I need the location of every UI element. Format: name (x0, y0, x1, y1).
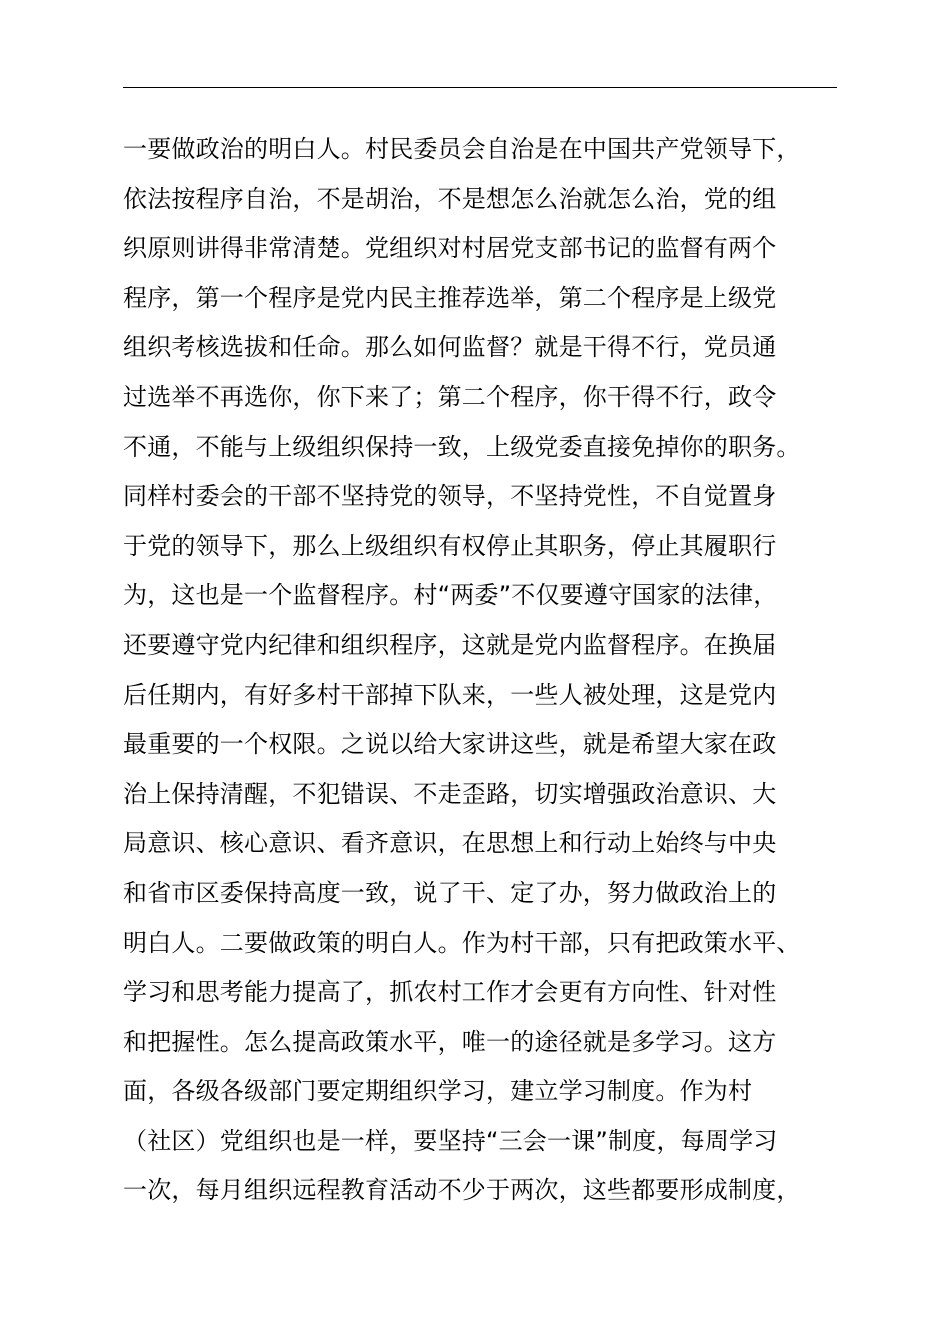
text-line: 治上保持清醒，不犯错误、不走歪路，切实增强政治意识、大 (123, 779, 777, 808)
text-line: 过选举不再选你，你下来了；第二个程序，你干得不行，政令 (123, 382, 777, 411)
text-line: 为，这也是一个监督程序。村“两委”不仅要遵守国家的法律， (123, 581, 778, 610)
text-line: 依法按程序自治，不是胡治，不是想怎么治就怎么治，党的组 (123, 184, 777, 213)
text-line: 同样村委会的干部不坚持党的领导，不坚持党性，不自觉置身 (123, 482, 777, 511)
text-line: 不通，不能与上级组织保持一致，上级党委直接免掉你的职务。 (123, 432, 801, 461)
header-rule (123, 87, 837, 88)
body-text (123, 125, 863, 1216)
text-line: 和省市区委保持高度一致，说了干、定了办，努力做政治上的 (123, 878, 777, 907)
text-line: 组织考核选拔和任命。那么如何监督？就是干得不行，党员通 (123, 333, 777, 362)
text-line: 明白人。二要做政策的明白人。作为村干部，只有把政策水平、 (123, 928, 801, 957)
text-line: 最重要的一个权限。之说以给大家讲这些，就是希望大家在政 (123, 730, 777, 759)
text-line: 学习和思考能力提高了，抓农村工作才会更有方向性、针对性 (123, 978, 777, 1007)
text-line: （社区）党组织也是一样，要坚持“三会一课”制度，每周学习 (123, 1126, 778, 1155)
text-line: 程序，第一个程序是党内民主推荐选举，第二个程序是上级党 (123, 283, 777, 312)
text-line: 后任期内，有好多村干部掉下队来，一些人被处理，这是党内 (123, 680, 777, 709)
text-line: 和把握性。怎么提高政策水平，唯一的途径就是多学习。这方 (123, 1027, 777, 1056)
text-line: 局意识、核心意识、看齐意识，在思想上和行动上始终与中央 (123, 829, 777, 858)
text-line: 一要做政治的明白人。村民委员会自治是在中国共产党领导下， (123, 135, 801, 163)
text-line: 织原则讲得非常清楚。党组织对村居党支部书记的监督有两个 (123, 234, 777, 263)
text-line: 于党的领导下，那么上级组织有权停止其职务，停止其履职行 (123, 531, 777, 560)
text-line: 一次，每月组织远程教育活动不少于两次，这些都要形成制度， (123, 1176, 801, 1205)
text-line: 还要遵守党内纪律和组织程序，这就是党内监督程序。在换届 (123, 630, 777, 659)
text-line: 面，各级各级部门要定期组织学习，建立学习制度。作为村 (123, 1077, 753, 1106)
